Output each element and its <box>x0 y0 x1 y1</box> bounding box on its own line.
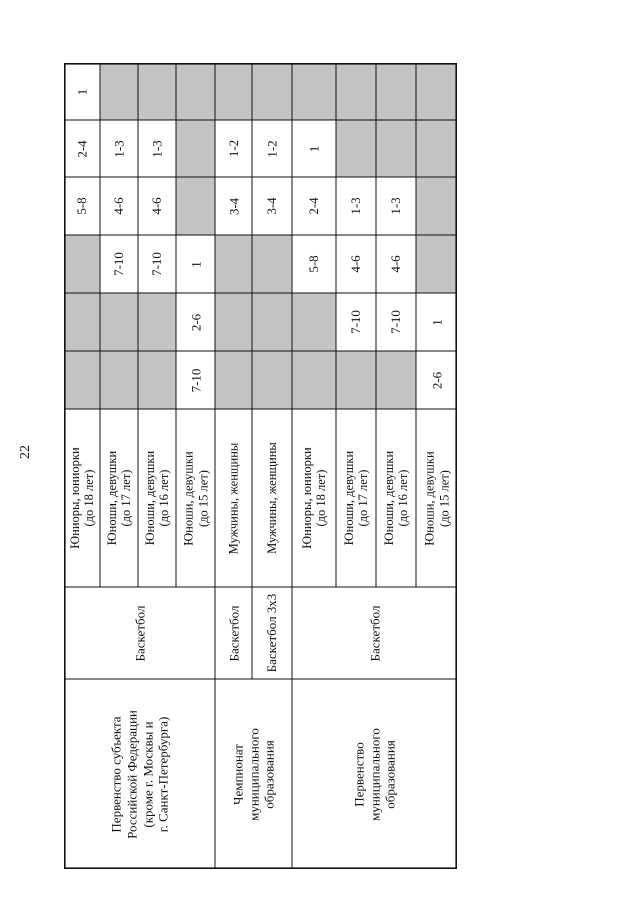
shaded-cell <box>215 293 252 351</box>
shaded-cell <box>376 63 416 120</box>
age-group-cell: Мужчины, женщины <box>226 442 241 554</box>
shaded-cell <box>292 351 336 409</box>
event-cell: Первенство муниципального образования <box>351 727 398 821</box>
discipline-cell: Баскетбол 3х3 <box>264 593 280 673</box>
shaded-cell <box>292 293 336 351</box>
shaded-cell <box>336 351 376 409</box>
place-cell: 7-10 <box>149 252 165 276</box>
place-cell: 2-6 <box>428 371 444 389</box>
place-cell: 7-10 <box>187 368 203 392</box>
age-group-cell: Юниоры, юниорки (до 18 лет) <box>67 447 96 549</box>
age-group-cell: Юноши, девушки (до 16 лет) <box>142 450 171 546</box>
shaded-cell <box>138 293 176 351</box>
event-cell: Чемпионат муниципального образования <box>230 727 277 821</box>
place-cell: 1-3 <box>111 139 127 158</box>
place-cell: 1-2 <box>264 139 280 158</box>
shaded-cell <box>176 63 215 120</box>
shaded-cell <box>336 120 376 177</box>
place-cell: 3-4 <box>264 197 280 215</box>
place-cell: 1-3 <box>388 197 404 215</box>
place-cell: 7-10 <box>348 310 364 334</box>
shaded-cell <box>416 177 457 235</box>
shaded-cell <box>64 293 100 351</box>
shaded-cell <box>376 351 416 409</box>
shaded-cell <box>416 120 457 177</box>
shaded-cell <box>376 120 416 177</box>
place-cell: 1 <box>306 145 322 152</box>
place-cell: 1-3 <box>149 139 165 158</box>
shaded-cell <box>336 63 376 120</box>
place-cell: 5-8 <box>306 255 322 273</box>
age-group-cell: Юноши, девушки (до 15 лет) <box>181 450 210 546</box>
ranking-table <box>64 63 457 869</box>
age-group-cell: Юноши, девушки (до 17 лет) <box>104 450 133 546</box>
event-cell: Первенство субъекта Российской Федерации (кроме г. Москвы и г. Санкт-Петербурга) <box>108 709 171 839</box>
shaded-cell <box>252 293 292 351</box>
shaded-cell <box>138 351 176 409</box>
shaded-cell <box>416 63 457 120</box>
age-group-cell: Юноши, девушки (до 15 лет) <box>422 450 451 546</box>
place-cell: 7-10 <box>388 310 404 334</box>
place-cell: 2-6 <box>187 313 203 331</box>
place-cell: 1 <box>428 318 444 326</box>
place-cell: 4-6 <box>149 197 165 215</box>
place-cell: 1-3 <box>348 197 364 215</box>
place-cell: 5-8 <box>74 197 90 215</box>
place-cell: 1-2 <box>225 139 241 158</box>
age-group-cell: Юноши, девушки (до 16 лет) <box>381 450 410 546</box>
shaded-cell <box>215 63 252 120</box>
place-cell: 4-6 <box>388 255 404 273</box>
age-group-cell: Мужчины, женщины <box>264 442 279 554</box>
shaded-cell <box>292 63 336 120</box>
shaded-cell <box>176 120 215 177</box>
place-cell: 4-6 <box>111 197 127 215</box>
discipline-cell: Баскетбол <box>225 605 241 661</box>
discipline-cell: Баскетбол <box>366 605 382 661</box>
shaded-cell <box>64 351 100 409</box>
shaded-cell <box>215 235 252 293</box>
shaded-cell <box>252 235 292 293</box>
place-cell: 3-4 <box>225 197 241 215</box>
place-cell: 2-4 <box>306 197 322 215</box>
page-number: 22 <box>18 445 33 459</box>
place-cell: 7-10 <box>111 252 127 276</box>
place-cell: 4-6 <box>348 255 364 273</box>
age-group-cell: Юниоры, юниорки (до 18 лет) <box>299 447 328 549</box>
shaded-cell <box>138 63 176 120</box>
shaded-cell <box>176 177 215 235</box>
shaded-cell <box>100 351 138 409</box>
age-group-cell: Юноши, девушки (до 17 лет) <box>341 450 370 546</box>
shaded-cell <box>252 351 292 409</box>
shaded-cell <box>64 235 100 293</box>
shaded-cell <box>416 235 457 293</box>
place-cell: 1 <box>187 260 203 268</box>
shaded-cell <box>215 351 252 409</box>
place-cell: 2-4 <box>74 139 90 158</box>
discipline-cell: Баскетбол <box>131 605 147 661</box>
shaded-cell <box>100 63 138 120</box>
shaded-cell <box>100 293 138 351</box>
place-cell: 1 <box>74 88 90 95</box>
shaded-cell <box>252 63 292 120</box>
